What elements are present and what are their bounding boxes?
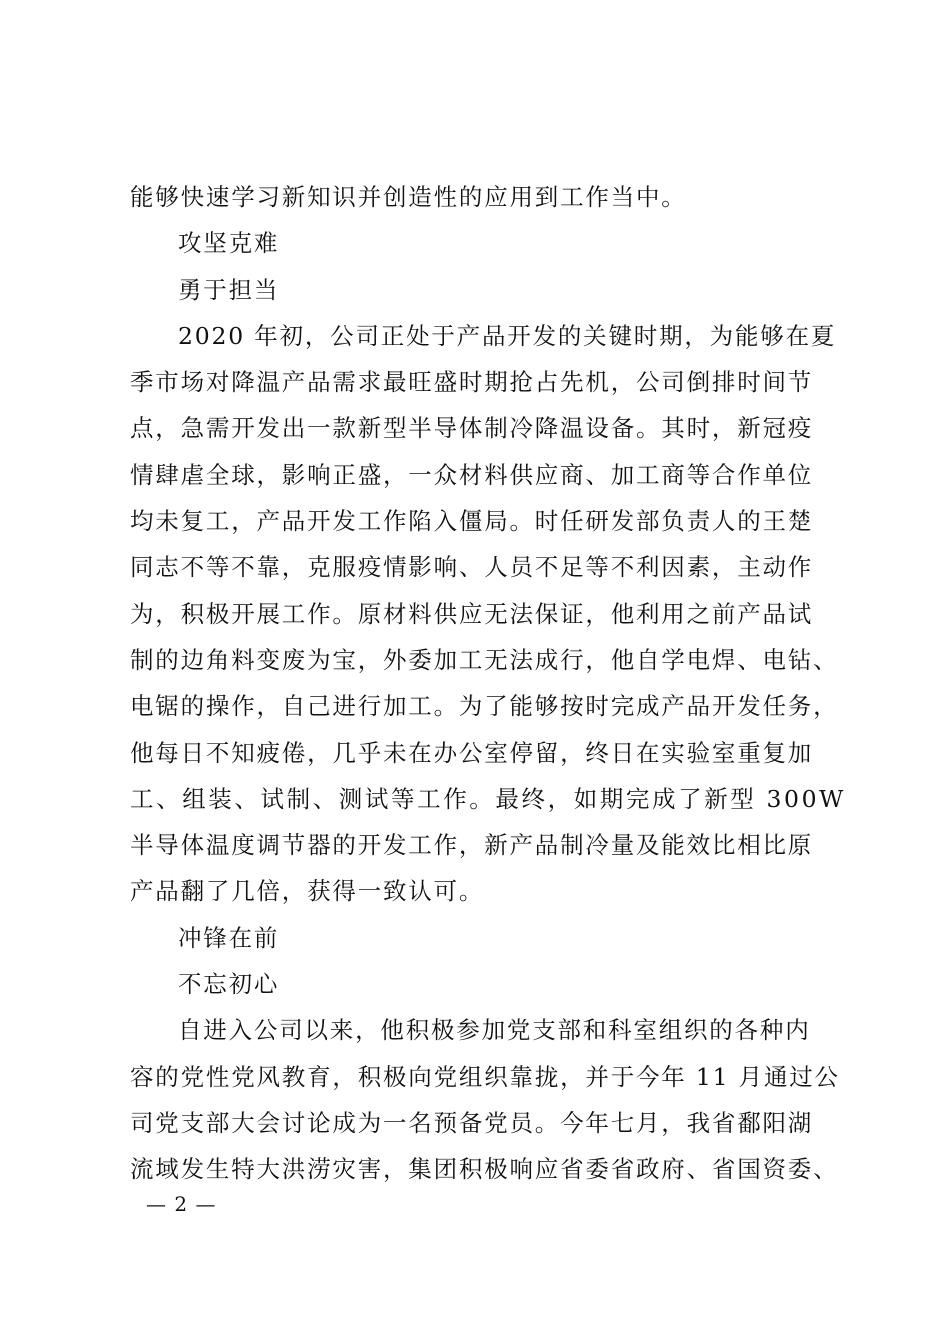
body-line: 能够快速学习新知识并创造性的应用到工作当中。 [130,183,687,211]
section-heading: 攻坚克难 [178,229,280,258]
body-line: 电锯的操作，自己进行加工。为了能够按时完成产品开发任务， [130,692,839,721]
page-number: — 2 — [146,1192,217,1216]
section-heading: 不忘初心 [178,970,280,999]
body-line: 制的边角料变废为宝，外委加工无法成行，他自学电焊、电钻、 [130,645,839,674]
body-line: 工、组装、试制、测试等工作。最终，如期完成了新型 300W [130,784,846,813]
section-heading: 冲锋在前 [178,923,280,952]
body-line: 均未复工，产品开发工作陷入僵局。时任研发部负责人的王楚 [130,507,814,536]
body-line: 同志不等不靠，克服疫情影响、人员不足等不利因素，主动作 [130,553,814,582]
body-line: 产品翻了几倍，获得一致认可。 [130,877,485,906]
body-line: 容的党性党风教育，积极向党组织靠拢，并于今年 11 月通过公 [130,1062,840,1091]
body-line: 季市场对降温产品需求最旺盛时期抢占先机，公司倒排时间节 [130,368,814,397]
body-line: 他每日不知疲倦，几乎未在办公室停留，终日在实验室重复加 [130,738,814,767]
body-line: 半导体温度调节器的开发工作，新产品制冷量及能效比相比原 [130,831,814,860]
section-heading: 勇于担当 [178,275,280,304]
body-line: 自进入公司以来，他积极参加党支部和科室组织的各种内 [178,1016,811,1045]
body-line: 2020 年初，公司正处于产品开发的关键时期，为能够在夏 [178,321,837,350]
document-body [130,174,846,1193]
body-line: 司党支部大会讨论成为一名预备党员。今年七月，我省鄱阳湖 [130,1108,814,1137]
body-line: 为，积极开展工作。原材料供应无法保证，他利用之前产品试 [130,599,814,628]
body-line: 点，急需开发出一款新型半导体制冷降温设备。其时，新冠疫 [130,414,814,443]
body-line: 流域发生特大洪涝灾害，集团积极响应省委省政府、省国资委、 [130,1155,839,1184]
body-line: 情肆虐全球，影响正盛，一众材料供应商、加工商等合作单位 [130,460,814,489]
